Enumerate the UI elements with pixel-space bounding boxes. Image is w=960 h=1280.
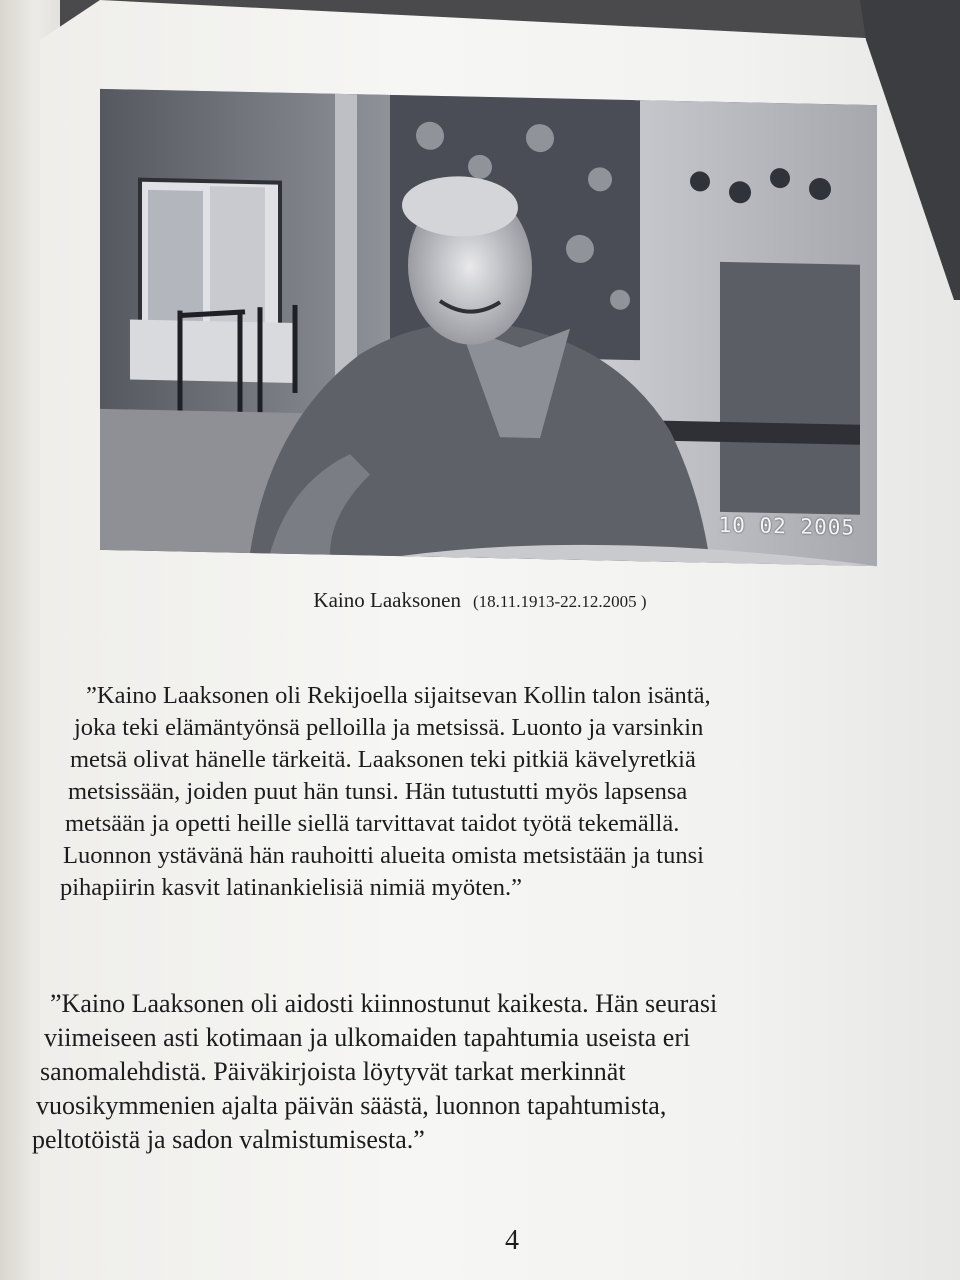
quote-line: sanomalehdistä. Päiväkirjoista löytyvät tarkat merkinnät — [40, 1057, 626, 1086]
quote-line: metsä olivat hänelle tärkeitä. Laaksonen teki pitkiä kävelyretkiä — [70, 746, 696, 773]
quote-line: metsään ja opetti heille siellä tarvittavat taidot työtä tekemällä. — [65, 810, 680, 837]
quote-line: joka teki elämäntyönsä pelloilla ja metsissä. Luonto ja varsinkin — [74, 714, 704, 741]
quote-line: vuosikymmenien ajalta päivän säästä, luonnon tapahtumista, — [36, 1091, 667, 1120]
photo-image — [100, 89, 877, 566]
quote-line: ”Kaino Laaksonen oli Rekijoella sijaitsevan Kollin talon isäntä, — [86, 682, 711, 709]
quote-line: viimeiseen asti kotimaan ja ulkomaiden tapahtumia useista eri — [44, 1023, 691, 1052]
portrait-photo — [100, 89, 877, 566]
quote-line: Luonnon ystävänä hän rauhoitti alueita omista metsistään ja tunsi — [63, 842, 704, 869]
quote-line: ”Kaino Laaksonen oli aidosti kiinnostunut kaikesta. Hän seurasi — [50, 989, 718, 1018]
photo-date-stamp: 10 02 2005 — [718, 512, 855, 540]
quote-line: metsissään, joiden puut hän tunsi. Hän tutustutti myös lapsensa — [68, 778, 688, 805]
caption-dates: (18.11.1913-22.12.2005 ) — [472, 592, 647, 611]
quote-paragraph-1 — [60, 680, 918, 904]
photo-caption — [0, 588, 960, 613]
caption-name: Kaino Laaksonen — [313, 588, 461, 612]
quote-line: peltotöistä ja sadon valmistumisesta.” — [32, 1125, 425, 1154]
quote-line: pihapiirin kasvit latinankielisiä nimiä myöten.” — [60, 874, 522, 901]
quote-paragraph-2 — [34, 987, 924, 1157]
page-number: 4 — [505, 1225, 519, 1256]
